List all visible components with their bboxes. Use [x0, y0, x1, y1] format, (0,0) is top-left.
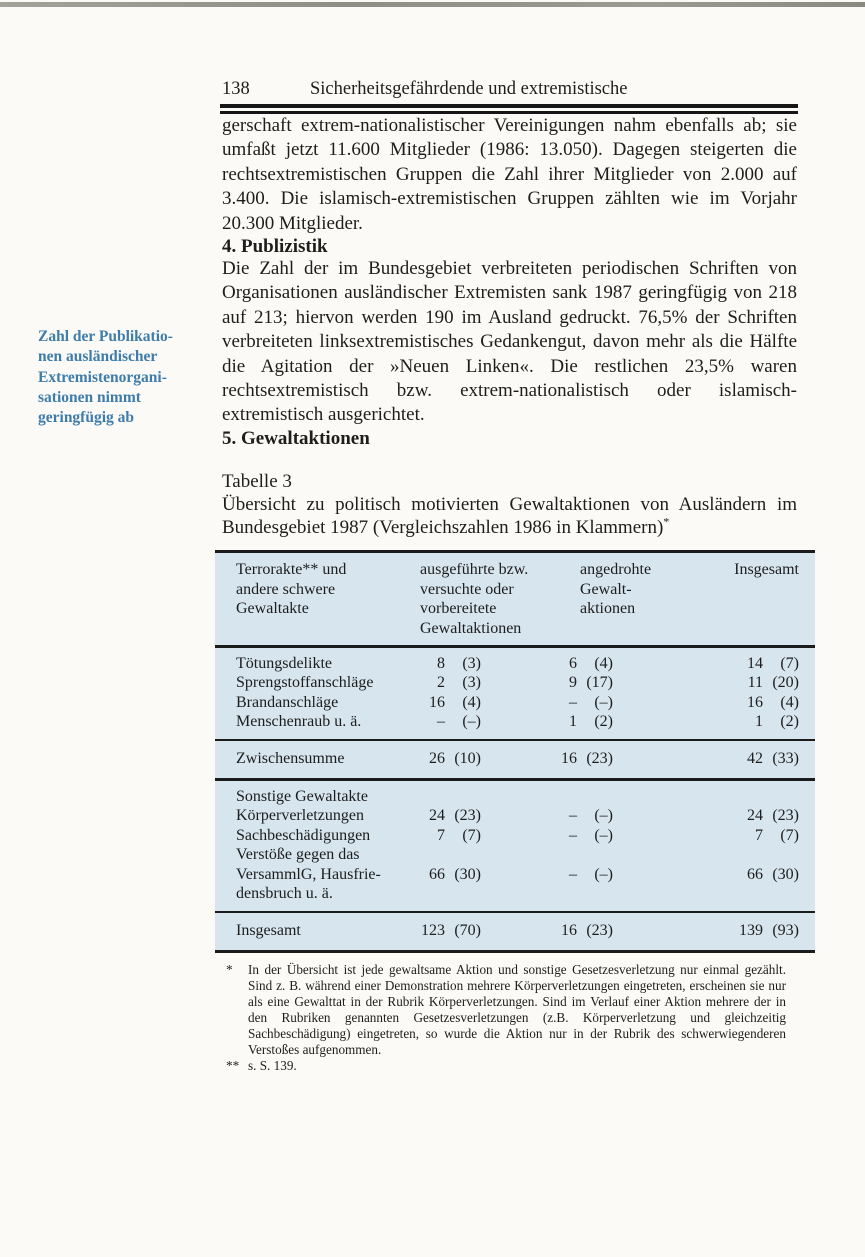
- running-head: [222, 0, 797, 100]
- cell-value: 6: [569, 654, 577, 672]
- cell-insgesamt: [715, 673, 815, 693]
- cell-prev-year: (17): [586, 674, 613, 692]
- margin-note-line: geringfügig ab: [38, 409, 135, 427]
- header-line: andere schwere: [236, 580, 336, 598]
- header-line: versuchte oder: [420, 580, 514, 598]
- header-col-angedrohte: [575, 560, 715, 619]
- cell-prev-year: (23): [772, 807, 799, 825]
- running-head-rule: [220, 104, 798, 114]
- caption-footnote-marker: *: [663, 514, 670, 529]
- table-rule-bottom: [215, 950, 815, 954]
- cell-value: 26: [429, 750, 445, 768]
- cell-value: 139: [739, 922, 763, 940]
- cell-prev-year: (93): [772, 922, 799, 940]
- table-header-row: [215, 553, 815, 645]
- footnote-marker: *: [226, 962, 233, 978]
- cell-prev-year: (20): [772, 674, 799, 692]
- cell-insgesamt: [715, 845, 815, 884]
- cell-prev-year: (4): [780, 693, 799, 711]
- cell-value: –: [569, 807, 577, 825]
- cell-value: 24: [747, 807, 763, 825]
- cell-prev-year: (30): [454, 865, 481, 883]
- row-label: Sprengstoffanschläge: [236, 674, 374, 692]
- cell-prev-year: (23): [454, 807, 481, 825]
- publizistik-paragraph: Die Zahl der im Bundesgebiet verbreiteten periodischen Schriften von Organisationen ausländischer Extremisten sank 1987 geringfügig von 218 auf 213; hiervon werden 190 im Ausland gedruckt. 76,5% der Schriften verbreiteten linksextremistisches Gedankengut, davon mehr als die Hälfte die Agitation der »Neuen Linken«. Die restlichen 23,5% waren rechtsextremistisch bzw. extrem-nationalistisch oder islamisch-extremistisch ausgerichtet.: [222, 258, 797, 426]
- cell-value: 16: [561, 750, 577, 768]
- cell-value: 7: [755, 826, 763, 844]
- group-label: Sonstige Gewaltakte: [236, 787, 368, 805]
- cell-value: 9: [569, 674, 577, 692]
- margin-note-line: Zahl der Publikatio-: [38, 328, 173, 345]
- header-col-terrorakte: [215, 560, 420, 619]
- cell-value: 66: [747, 865, 763, 883]
- header-line: aktionen: [580, 600, 636, 618]
- section-heading-publizistik: 4. Publizistik: [222, 236, 328, 258]
- header-line: vorbereitete: [420, 600, 497, 618]
- table-body-sonstige: [215, 781, 815, 911]
- cell-value: 2: [437, 674, 445, 692]
- cell-angedroht: [569, 826, 715, 846]
- header-line: angedrohte: [580, 561, 652, 579]
- cell-insgesamt: [715, 654, 815, 674]
- table-row-zwischensumme: [215, 741, 815, 778]
- cell-prev-year: (3): [462, 674, 481, 692]
- header-col-ausgefuehrte: [420, 560, 575, 638]
- cell-prev-year: (10): [454, 750, 481, 768]
- table-row: [215, 806, 815, 826]
- cell-prev-year: (3): [462, 654, 481, 672]
- table-caption: [222, 493, 797, 539]
- header-line: Gewalt-: [580, 580, 632, 598]
- footnotes: [226, 962, 786, 1073]
- violence-actions-table: [215, 550, 815, 954]
- cell-prev-year: (4): [594, 654, 613, 672]
- cell-prev-year: (4): [462, 693, 481, 711]
- cell-prev-year: (–): [594, 826, 613, 844]
- row-label: Sachbeschädigungen: [236, 826, 371, 844]
- cell-value: –: [569, 693, 577, 711]
- row-label: [215, 845, 420, 904]
- row-label: Zwischensumme: [236, 750, 345, 768]
- cell-angedroht: [569, 712, 715, 732]
- cell-prev-year: (70): [454, 922, 481, 940]
- cell-angedroht: [569, 654, 715, 674]
- cell-value: 1: [755, 713, 763, 731]
- cell-value: –: [569, 865, 577, 883]
- cell-value: 123: [421, 922, 445, 940]
- cell-prev-year: (–): [462, 713, 481, 731]
- cell-angedroht: [569, 693, 715, 713]
- cell-prev-year: (7): [780, 654, 799, 672]
- header-col-insgesamt: Insgesamt: [734, 561, 799, 579]
- cell-prev-year: (7): [780, 826, 799, 844]
- margin-note-line: Extremistenorgani-: [38, 368, 167, 386]
- row-label-line: densbruch u. ä.: [236, 885, 333, 903]
- margin-note: [38, 327, 216, 428]
- table-caption-text: Übersicht zu politisch motivierten Gewaltaktionen von Ausländern im Bundesgebiet 1987 (Vergleichszahlen 1986 in Klammern): [222, 493, 797, 538]
- row-label-line: Verstöße gegen das: [236, 846, 360, 864]
- footnote-text: In der Übersicht ist jede gewaltsame Aktion und sonstige Gesetzesverletzung nur einmal gezählt. Sind z. B. während einer Demonstration mehrere Körperverletzungen eingetreten, erscheinen sie nur als eine Gewalttat in der Rubrik Körperverletzungen. Sind im Verlauf einer Aktion mehrere der in den Rubriken genannten Gesetzesverletzungen (z.B. Körperverletzung und gleichzeitig Sachbeschädigung) eingetreten, so wurde die Aktion nur in der Rubrik des schwerwiegenderen Verstoßes aufgenommen.: [248, 962, 786, 1057]
- cell-angedroht: [561, 921, 715, 941]
- header-line: Gewaltakte: [236, 600, 309, 618]
- cell-value: –: [437, 713, 445, 731]
- text-column: [222, 0, 797, 1074]
- header-line: Gewaltaktionen: [420, 619, 522, 637]
- cell-value: 11: [747, 674, 763, 692]
- cell-value: 16: [429, 693, 445, 711]
- row-label: Brandanschläge: [236, 693, 339, 711]
- cell-value: 14: [747, 654, 763, 672]
- cell-value: 7: [437, 826, 445, 844]
- table-body-terrorakte: [215, 648, 815, 739]
- running-title: Sicherheitsgefährdende und extremistische: [310, 79, 628, 99]
- cell-insgesamt: [715, 921, 815, 941]
- table-row: [215, 693, 815, 713]
- page-number: 138: [222, 79, 250, 99]
- footnote-text: s. S. 139.: [248, 1057, 297, 1073]
- cell-value: –: [569, 826, 577, 844]
- table-row: [215, 712, 815, 732]
- table-row-verstoesse: [215, 845, 815, 904]
- header-line: ausgeführte bzw.: [420, 561, 529, 579]
- cell-angedroht: [561, 749, 715, 769]
- cell-insgesamt: [715, 806, 815, 826]
- row-label: Tötungsdelikte: [236, 654, 332, 672]
- margin-note-line: nen ausländischer: [38, 348, 158, 366]
- cell-value: 16: [561, 922, 577, 940]
- table-label: Tabelle 3: [222, 470, 292, 492]
- cell-prev-year: (7): [462, 826, 481, 844]
- cell-prev-year: (33): [772, 750, 799, 768]
- margin-note-line: sationen nimmt: [38, 388, 141, 406]
- cell-value: 66: [429, 865, 445, 883]
- cell-insgesamt: [715, 693, 815, 713]
- row-label: Menschenraub u. ä.: [236, 713, 362, 731]
- section-heading-gewaltaktionen: 5. Gewaltaktionen: [222, 427, 370, 449]
- cell-angedroht: [569, 806, 715, 826]
- footnote-marker: **: [226, 1057, 240, 1073]
- table-row: [215, 673, 815, 693]
- cell-prev-year: (2): [594, 713, 613, 731]
- intro-paragraph: gerschaft extrem-nationalistischer Vereinigungen nahm ebenfalls ab; sie umfaßt jetzt 11.600 Mitglieder (1986: 13.050). Dagegen steigerten die rechtsextremistischen Gruppen die Zahl ihrer Mitglieder von 2.000 auf 3.400. Die islamisch-extremistischen Gruppen zählten wie im Vorjahr 20.300 Mitglieder.: [222, 115, 797, 234]
- footnote-doublestar: [226, 1058, 786, 1074]
- cell-prev-year: (30): [772, 865, 799, 883]
- cell-value: 42: [747, 750, 763, 768]
- row-label: Körperverletzungen: [236, 807, 364, 825]
- row-label-line: VersammlG, Hausfrie-: [236, 865, 381, 883]
- cell-prev-year: (23): [586, 750, 613, 768]
- cell-value: 24: [429, 807, 445, 825]
- table-row-insgesamt: [215, 913, 815, 950]
- cell-insgesamt: [715, 712, 815, 732]
- cell-insgesamt: [715, 749, 815, 769]
- cell-prev-year: (2): [780, 713, 799, 731]
- cell-value: 8: [437, 654, 445, 672]
- cell-value: 16: [747, 693, 763, 711]
- table-row: [215, 654, 815, 674]
- cell-prev-year: (–): [594, 693, 613, 711]
- table-row: [215, 826, 815, 846]
- cell-prev-year: (–): [594, 865, 613, 883]
- row-label: Insgesamt: [236, 922, 301, 940]
- cell-angedroht: [569, 845, 715, 884]
- header-line: Terrorakte** und: [236, 561, 347, 579]
- cell-angedroht: [569, 673, 715, 693]
- footnote-star: [226, 962, 786, 1057]
- cell-prev-year: (23): [586, 922, 613, 940]
- cell-insgesamt: [715, 826, 815, 846]
- cell-prev-year: (–): [594, 807, 613, 825]
- cell-value: 1: [569, 713, 577, 731]
